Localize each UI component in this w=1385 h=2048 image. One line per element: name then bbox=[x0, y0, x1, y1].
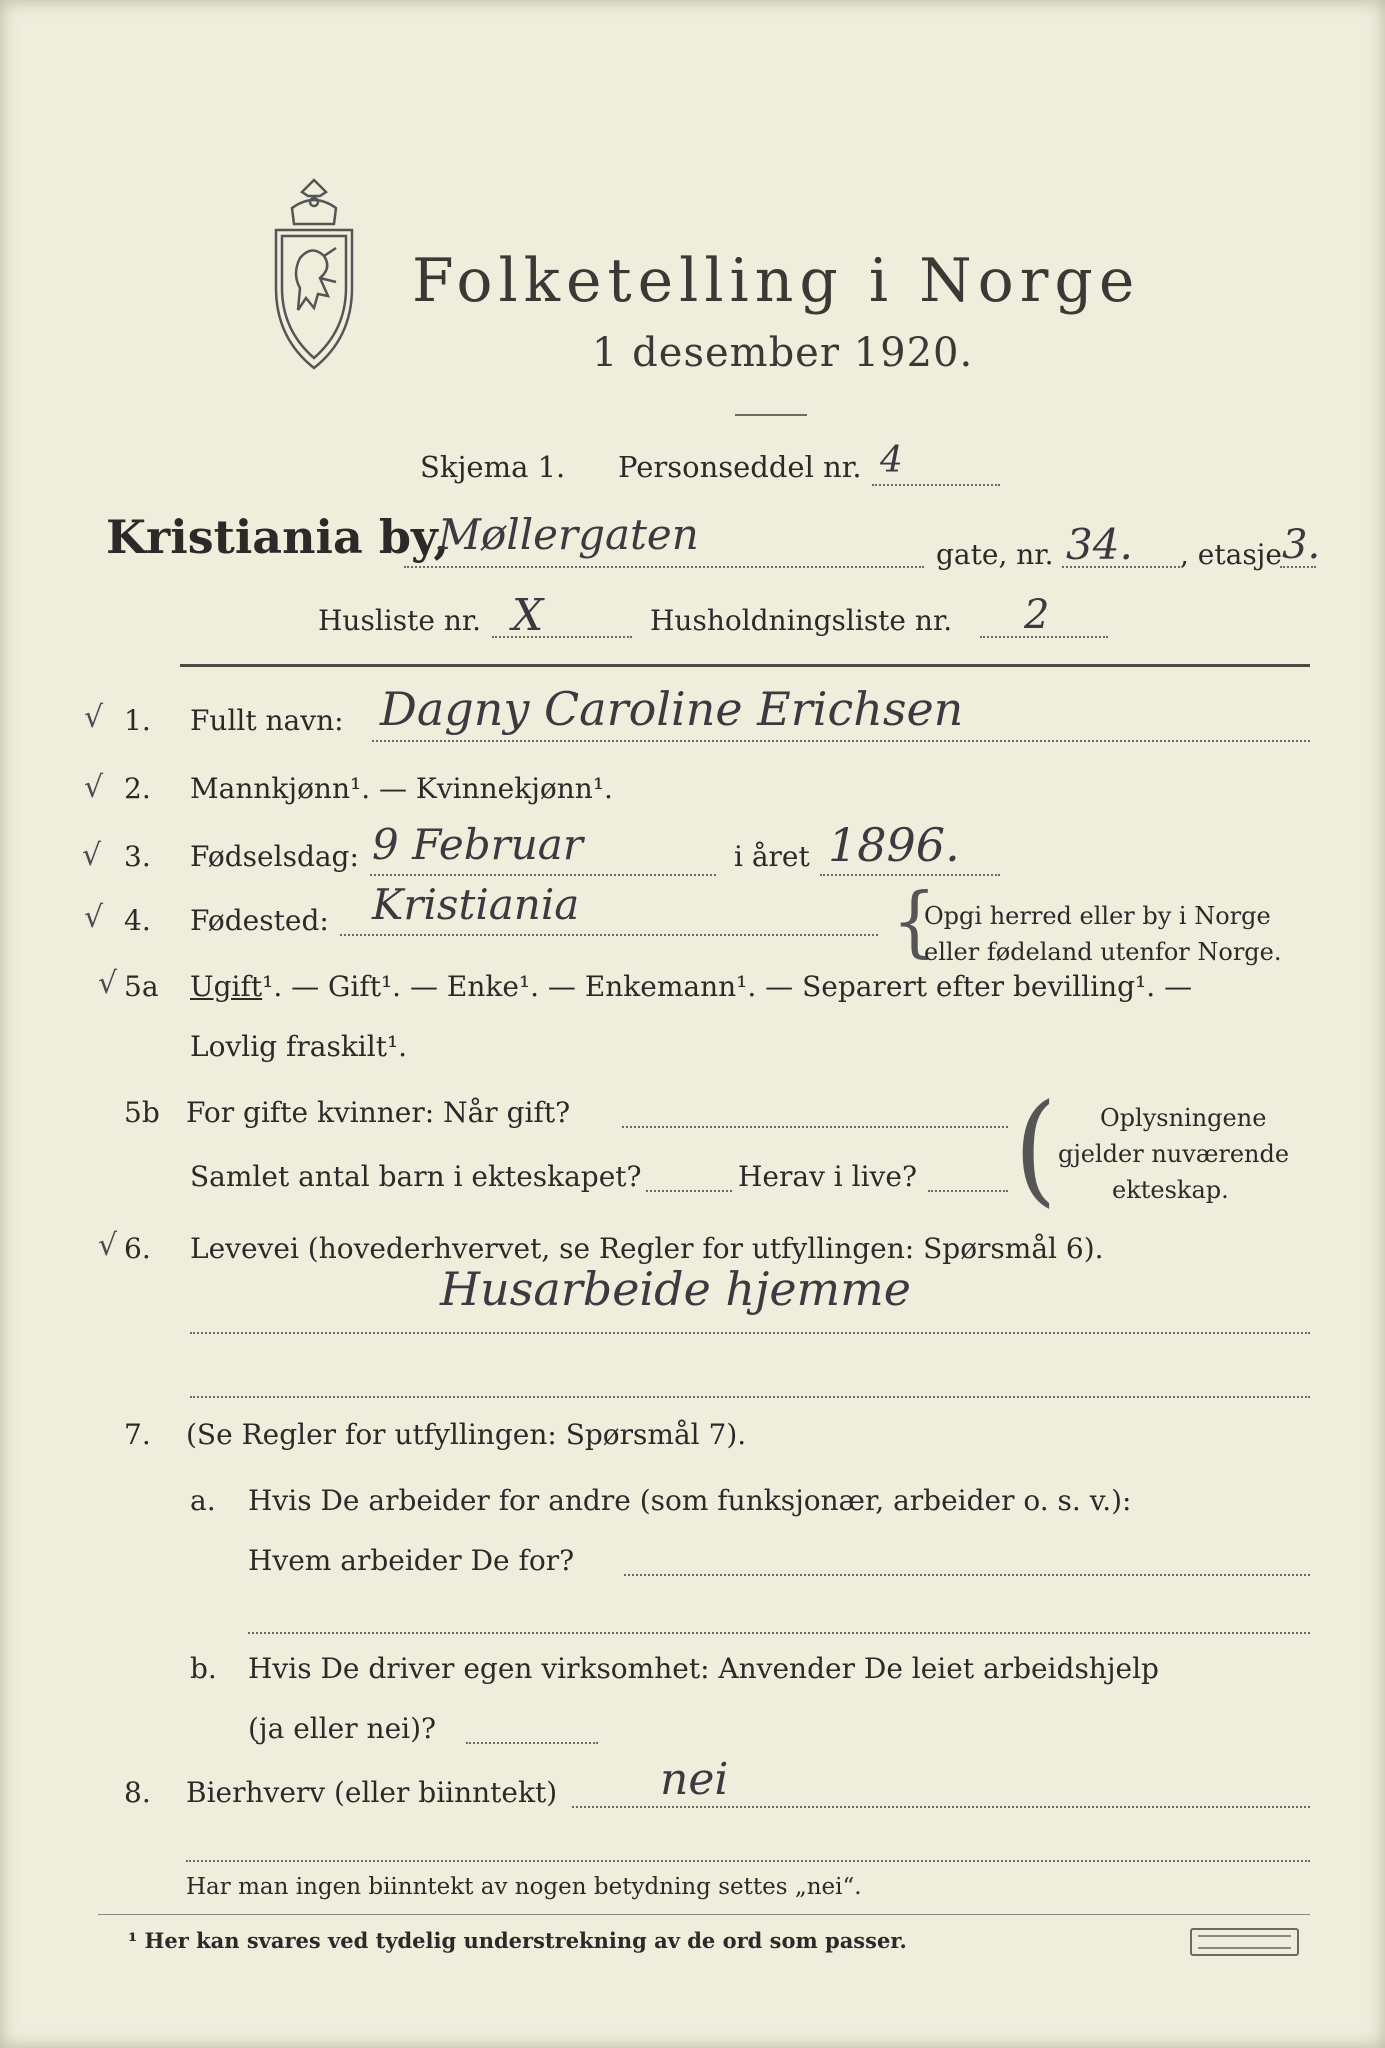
q1-number: 1. bbox=[124, 704, 151, 737]
q4-label: Fødested: bbox=[190, 904, 329, 937]
q3-label: Fødselsdag: bbox=[190, 840, 359, 873]
title-divider bbox=[735, 414, 807, 416]
q5b-children-line bbox=[646, 1190, 732, 1192]
printer-stamp bbox=[1190, 1928, 1299, 1956]
husholdning-label: Husholdningsliste nr. bbox=[650, 604, 953, 637]
city-label: Kristiania by, bbox=[106, 510, 450, 564]
q5b-children-label: Samlet antal barn i ekteskapet? bbox=[190, 1160, 642, 1193]
full-name-value[interactable]: Dagny Caroline Erichsen bbox=[380, 682, 964, 736]
q5a-number: 5a bbox=[124, 970, 159, 1003]
q5a-other-options: ¹. — Gift¹. — Enke¹. — Enkemann¹. — Separert efter bevilling¹. — bbox=[262, 970, 1193, 1003]
street-value[interactable]: Møllergaten bbox=[438, 510, 699, 559]
q4-check-mark: √ bbox=[84, 900, 104, 935]
census-date: 1 desember 1920. bbox=[592, 330, 974, 376]
q5a-line2: Lovlig fraskilt¹. bbox=[190, 1030, 408, 1063]
q7a-employer-label: Hvem arbeider De for? bbox=[248, 1544, 575, 1577]
q7-label: (Se Regler for utfyllingen: Spørsmål 7). bbox=[186, 1418, 747, 1451]
gate-nr-label: gate, nr. bbox=[936, 538, 1054, 571]
q5b-married-when-label: For gifte kvinner: Når gift? bbox=[186, 1096, 571, 1129]
street-line bbox=[404, 566, 924, 568]
q6-line-2 bbox=[190, 1396, 1310, 1398]
birth-year-value[interactable]: 1896. bbox=[828, 818, 960, 872]
q4-note-line2: eller fødeland utenfor Norge. bbox=[924, 938, 1282, 966]
q5b-note-line3: ekteskap. bbox=[1112, 1176, 1229, 1204]
q5b-note-line2: gjelder nuværende bbox=[1058, 1140, 1290, 1168]
q7b-letter: b. bbox=[190, 1652, 217, 1685]
q2-number: 2. bbox=[124, 772, 151, 805]
ugift-option: Ugift bbox=[190, 970, 263, 1003]
etasje-value[interactable]: 3. bbox=[1282, 522, 1321, 568]
q7a-label: Hvis De arbeider for andre (som funksjonær, arbeider o. s. v.): bbox=[248, 1484, 1132, 1517]
q5a-check-mark: √ bbox=[98, 966, 118, 1001]
q6-number: 6. bbox=[124, 1232, 151, 1265]
q1-line bbox=[372, 740, 1310, 742]
q1-label: Fullt navn: bbox=[190, 704, 344, 737]
q7a-line-2 bbox=[248, 1632, 1310, 1634]
personseddel-label: Personseddel nr. bbox=[618, 450, 862, 484]
q8-label: Bierhverv (eller biinntekt) bbox=[186, 1776, 558, 1809]
birthplace-value[interactable]: Kristiania bbox=[372, 880, 580, 929]
gate-nr-value[interactable]: 34. bbox=[1066, 520, 1133, 569]
q3-year-label: i året bbox=[734, 840, 810, 873]
no-income-note: Har man ingen biinntekt av nogen betydning settes „nei“. bbox=[186, 1874, 862, 1900]
q7b-label2: (ja eller nei)? bbox=[248, 1712, 437, 1745]
q5a-options bbox=[190, 970, 1192, 1003]
q5b-note-line1: Oplysningene bbox=[1100, 1104, 1267, 1132]
q7b-label: Hvis De driver egen virksomhet: Anvender De leiet arbeidshjelp bbox=[248, 1652, 1159, 1685]
q5b-married-when-line bbox=[622, 1126, 1008, 1128]
q5b-alive-line bbox=[928, 1190, 1008, 1192]
q4-number: 4. bbox=[124, 904, 151, 937]
q7-number: 7. bbox=[124, 1418, 151, 1451]
occupation-value[interactable]: Husarbeide hjemme bbox=[440, 1262, 912, 1316]
etasje-label: , etasje bbox=[1180, 538, 1282, 571]
side-income-value[interactable]: nei bbox=[660, 1754, 729, 1805]
q3-day-line bbox=[370, 874, 716, 876]
personseddel-value[interactable]: 4 bbox=[880, 440, 903, 481]
q6-label: Levevei (hovederhvervet, se Regler for utfyllingen: Spørsmål 6). bbox=[190, 1232, 1104, 1265]
q3-check-mark: √ bbox=[82, 838, 102, 873]
q8-number: 8. bbox=[124, 1776, 151, 1809]
footnote: ¹ Her kan svares ved tydelig understrekning av de ord som passer. bbox=[128, 1928, 907, 1953]
q4-brace: { bbox=[892, 875, 937, 967]
personseddel-line bbox=[872, 484, 1000, 486]
q7a-letter: a. bbox=[190, 1484, 216, 1517]
husliste-label: Husliste nr. bbox=[318, 604, 482, 637]
form-title: Folketelling i Norge bbox=[412, 246, 1141, 316]
q7a-employer-line bbox=[624, 1574, 1310, 1576]
q7b-line bbox=[466, 1742, 598, 1744]
q5b-number: 5b bbox=[124, 1096, 160, 1129]
q6-line-1 bbox=[190, 1332, 1310, 1334]
husliste-value[interactable]: X bbox=[512, 590, 544, 641]
q5b-alive-label: Herav i live? bbox=[738, 1160, 917, 1193]
q4-note-line1: Opgi herred eller by i Norge bbox=[924, 902, 1271, 930]
birth-day-value[interactable]: 9 Februar bbox=[372, 820, 583, 869]
q2-gender-options: Mannkjønn¹. — Kvinnekjønn¹. bbox=[190, 772, 613, 805]
q1-check-mark: √ bbox=[84, 700, 104, 735]
section-divider bbox=[180, 664, 1310, 667]
coat-of-arms-icon bbox=[262, 178, 366, 374]
q6-check-mark: √ bbox=[98, 1228, 118, 1263]
schema-label: Skjema 1. bbox=[420, 450, 566, 484]
q4-line bbox=[340, 934, 878, 936]
q3-number: 3. bbox=[124, 840, 151, 873]
q8-line bbox=[572, 1806, 1310, 1808]
footnote-divider bbox=[98, 1914, 1310, 1915]
q8-line-2 bbox=[186, 1860, 1310, 1862]
q5b-brace: ( bbox=[1014, 1077, 1057, 1219]
husholdning-value[interactable]: 2 bbox=[1024, 592, 1050, 638]
q2-check-mark: √ bbox=[84, 770, 104, 805]
